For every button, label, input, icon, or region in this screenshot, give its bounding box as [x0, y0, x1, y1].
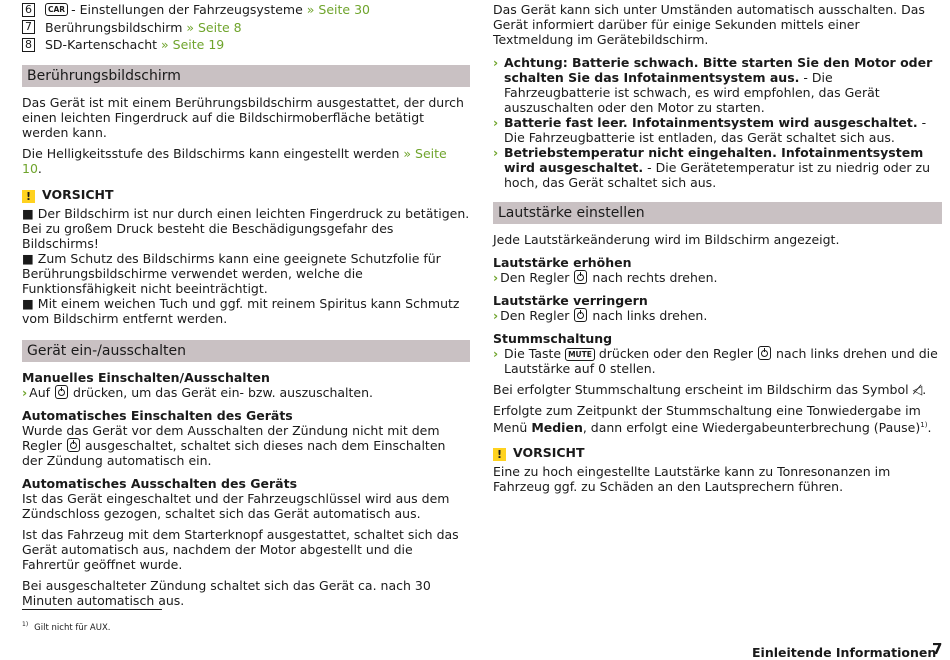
subheading: Stummschaltung	[493, 331, 613, 346]
list-item	[22, 1, 470, 19]
step-arrow-icon: ›	[493, 308, 499, 323]
warning-item: Eine zu hoch eingestellte Lautstärke kann zu Tonresonanzen im Fahrzeug ggf. zu Schäden an den Lautsprechern führen.	[493, 464, 891, 495]
paragraph: Ist das Gerät eingeschaltet und der Fahrzeugschlüssel wird aus dem Zündschloss gezogen, schaltet sich das Gerät automatisch aus.	[22, 490, 450, 521]
item-number-box: 6	[22, 3, 35, 17]
paragraph-text: Wurde das Gerät vor dem Ausschalten der Zündung nicht mit dem Regler	[22, 422, 440, 453]
list-item-text: Berührungsbildschirm	[45, 19, 183, 35]
step-text: Den Regler	[500, 308, 570, 323]
menu-name: Medien	[531, 420, 583, 436]
message-item	[493, 115, 942, 145]
mute-button-icon: MUTE	[565, 348, 595, 361]
footnote-divider	[22, 609, 162, 610]
volume-knob-icon	[574, 308, 587, 322]
item-number-box: 8	[22, 38, 35, 52]
paragraph	[493, 382, 942, 397]
page-reference-link[interactable]: » Seite 30	[306, 2, 370, 18]
step-text: nach links drehen und die Lautstärke auf 0 stellen.	[504, 346, 938, 376]
paragraph: Das Gerät ist mit einem Berührungsbildschirm ausgestattet, der durch einen leichten Fingerdruck auf die Bildschirmoberfläche betätigt werden kann.	[22, 94, 464, 140]
page-reference-link[interactable]: » Seite 19	[161, 37, 225, 53]
step-arrow-icon: ›	[493, 115, 499, 130]
footnote-marker: 1)	[22, 621, 29, 628]
step-text: Den Regler	[500, 270, 570, 285]
paragraph	[22, 423, 470, 468]
warning-item: ■ Zum Schutz des Bildschirms kann eine geeignete Schutzfolie für Berührungsbildschirme verwendet werden, welche die Funktionsfähigkeit nicht beeinträchtigt.	[22, 250, 441, 296]
warning-label: VORSICHT	[513, 445, 585, 461]
paragraph: Das Gerät kann sich unter Umständen automatisch ausschalten. Das Gerät informiert darüber für einige Sekunden mittels einer Textmeldung im Gerätebildschirm.	[493, 2, 925, 47]
left-column	[22, 0, 470, 608]
step-text: nach rechts drehen.	[592, 270, 718, 285]
power-knob-icon	[55, 385, 68, 399]
warning-icon: !	[22, 190, 35, 203]
paragraph: Ist das Fahrzeug mit dem Starterknopf ausgestattet, schaltet sich das Gerät automatisch aus, nachdem der Motor abgestellt und die Fahrertür geöffnet wurde.	[22, 526, 459, 572]
page-number: 7	[932, 640, 943, 658]
punctuation: .	[922, 382, 927, 397]
step-text: drücken oder den Regler	[598, 346, 754, 361]
warning-label: VORSICHT	[42, 186, 114, 202]
paragraph	[493, 403, 942, 435]
warning-item: ■ Der Bildschirm ist nur durch einen leichten Fingerdruck zu betätigen. Bei zu großem Druck besteht die Beschädigungsgefahr des Bildschirms!	[22, 205, 470, 251]
subheading: Lautstärke verringern	[493, 293, 648, 308]
warning-heading	[22, 187, 470, 203]
paragraph	[22, 146, 470, 176]
instruction-step	[493, 308, 942, 323]
message-list	[493, 55, 942, 190]
step-text: Auf	[29, 384, 51, 400]
step-arrow-icon: ›	[493, 145, 499, 160]
item-number-box: 7	[22, 20, 35, 34]
warning-icon: !	[493, 448, 506, 461]
list-item-text: SD-Kartenschacht	[45, 37, 158, 53]
instruction-step	[22, 385, 470, 400]
volume-knob-icon	[574, 270, 587, 284]
top-list	[22, 1, 470, 54]
chapter-title: Einleitende Informationen	[752, 645, 937, 660]
section-heading-power: Gerät ein-/ausschalten	[22, 340, 470, 362]
punctuation: .	[37, 160, 42, 176]
step-arrow-icon: ›	[493, 270, 499, 285]
footnote-text: Gilt nicht für AUX.	[34, 622, 111, 633]
subheading: Lautstärke erhöhen	[493, 255, 632, 270]
section-heading-touchscreen: Berührungsbildschirm	[22, 65, 470, 87]
paragraph-text: Bei erfolgter Stummschaltung erscheint im Bildschirm das Symbol	[493, 382, 909, 397]
warning-item: ■ Mit einem weichen Tuch und ggf. mit reinem Spiritus kann Schmutz vom Bildschirm entfernt werden.	[22, 295, 460, 326]
paragraph-text: , dann erfolgt eine Wiedergabeunterbrechung (Pause)	[582, 420, 921, 436]
page-reference-link[interactable]: » Seite 8	[186, 19, 242, 35]
message-title: Betriebstemperatur nicht eingehalten. Infotainmentsystem wird ausgeschaltet.	[504, 145, 924, 175]
punctuation: .	[927, 420, 932, 436]
page-reference-link[interactable]: » Seite 10	[22, 145, 447, 176]
step-arrow-icon: ›	[493, 55, 499, 70]
paragraph: Jede Lautstärkeänderung wird im Bildschirm angezeigt.	[493, 232, 840, 247]
list-item-text: - Einstellungen der Fahrzeugsysteme	[71, 2, 303, 18]
instruction-step	[493, 346, 942, 376]
footnote	[22, 619, 111, 634]
message-title: Achtung: Batterie schwach. Bitte starten Sie den Motor oder schalten Sie das Infotainmentsystem aus.	[504, 55, 933, 85]
right-column	[493, 0, 942, 494]
message-text: - Die Fahrzeugbatterie ist schwach, es wird empfohlen, das Gerät auszuschalten oder den Motor zu starten.	[504, 70, 880, 115]
subheading: Automatisches Einschalten des Geräts	[22, 407, 293, 423]
warning-heading	[493, 445, 942, 461]
step-text: Die Taste	[504, 346, 562, 361]
power-knob-icon	[67, 438, 80, 452]
message-text: - Die Fahrzeugbatterie ist entladen, das Gerät schaltet sich aus.	[504, 115, 927, 145]
subheading: Manuelles Einschalten/Ausschalten	[22, 369, 270, 385]
message-text: - Die Gerätetemperatur ist zu niedrig oder zu hoch, das Gerät schaltet sich aus.	[504, 160, 930, 190]
paragraph: Bei ausgeschalteter Zündung schaltet sich das Gerät ca. nach 30 Minuten automatisch aus.	[22, 577, 431, 608]
step-arrow-icon: ›	[22, 384, 28, 400]
paragraph-text: ausgeschaltet, schaltet sich dieses nach dem Einschalten der Zündung automatisch ein.	[22, 437, 446, 468]
message-title: Batterie fast leer. Infotainmentsystem wird ausgeschaltet.	[504, 115, 918, 130]
volume-knob-icon	[758, 346, 771, 360]
list-item	[22, 36, 470, 54]
footnote-marker: 1)	[920, 421, 928, 429]
list-item	[22, 19, 470, 37]
message-item	[493, 145, 942, 190]
paragraph-text: Erfolgte zum Zeitpunkt der Stummschaltung eine Tonwiedergabe im Menü	[493, 403, 921, 436]
step-text: nach links drehen.	[592, 308, 708, 323]
step-text: drücken, um das Gerät ein- bzw. auszuschalten.	[73, 384, 374, 400]
instruction-step	[493, 270, 942, 285]
mute-symbol-icon: ◁̸	[912, 382, 923, 397]
section-heading-volume: Lautstärke einstellen	[493, 202, 942, 224]
paragraph-text: Die Helligkeitsstufe des Bildschirms kann eingestellt werden	[22, 145, 400, 161]
step-arrow-icon: ›	[493, 346, 499, 361]
subheading: Automatisches Ausschalten des Geräts	[22, 475, 298, 491]
message-item	[493, 55, 942, 115]
car-button-icon: CAR	[45, 3, 68, 16]
